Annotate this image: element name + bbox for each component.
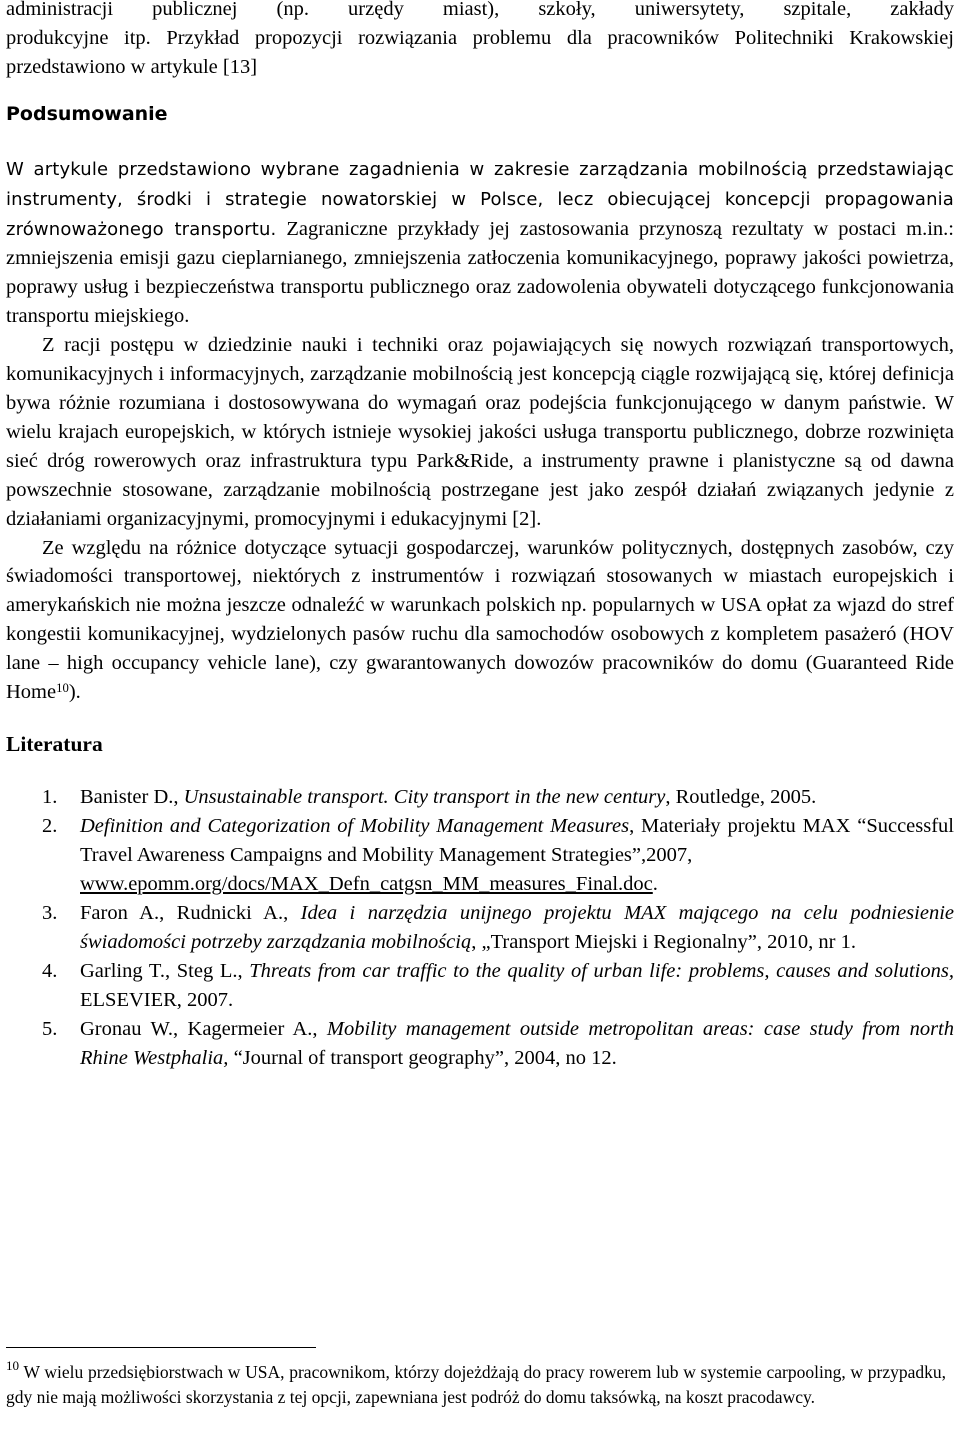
reference-title: Definition and Categorization of Mobility Management Measures (80, 814, 630, 837)
summary-p1-sans-text: W artykule przedstawiono wybrane zagadnienia w zakresie zarządzania mobilnością przedstawiając instrumenty, środki i strategie nowatorskiej w Polsce, lecz obiecującej koncepcji propagowania zrównoważonego transportu. (6, 158, 954, 240)
reference-title: Unsustainable transport. City transport in the new century (183, 785, 666, 808)
intro-line-1: administracji publicznej (np. urzędy miast), szkoły, uniwersytety, szpitale, zakłady (6, 0, 954, 20)
reference-number: 4. (42, 959, 58, 982)
reference-author: Banister D., (80, 785, 184, 808)
reference-item-2 (6, 812, 954, 899)
intro-paragraph-rest: produkcyjne itp. Przykład propozycji rozwiązania problemu dla pracowników Politechniki Krakowskiej przedstawiono w artykule [13] (6, 26, 954, 78)
reference-number: 2. (42, 814, 58, 837)
footnote-separator (6, 1347, 316, 1348)
page-body (6, 0, 954, 1073)
reference-list (6, 783, 954, 1073)
footnote-text: W wielu przedsiębiorstwach w USA, pracownikom, którzy dojeżdżają do pracy rowerem lub w systemie carpooling, w przypadku, gdy nie mają możliwości skorzystania z tej opcji, zapewniana jest podróż do domu taksówką, na koszt pracodawcy. (6, 1362, 946, 1407)
reference-source: , „Transport Miejski i Regionalny”, 2010, nr 1. (471, 930, 856, 953)
summary-paragraph-2: Z racji postępu w dziedzinie nauki i techniki oraz pojawiających się nowych rozwiązań transportowych, komunikacyjnych i informacyjnych, zarządzanie mobilnością jest koncepcją ciągle rozwijającą się, której definicja bywa różnie rozumiana i dostosowywana do wymagań oraz podejścia funkcjonującego w danym państwie. W wielu krajach europejskich, w których istnieje wysokiej jakości usługa transportu publicznego, dobrze rozwinięta sieć dróg rowerowych oraz infrastruktura typu Park&Ride, a instrumenty prawne i planistyczne są od dawna powszechnie stosowane, zarządzanie mobilnością postrzegane jest jako zespół działań związanych jedynie z działaniami organizacyjnymi, promocyjnymi i edukacyjnymi [2]. (6, 334, 954, 530)
reference-source: , Routledge, 2005. (665, 785, 817, 808)
summary-paragraph-3 (6, 534, 954, 707)
reference-number: 1. (42, 785, 58, 808)
footnote-ref-10: 10 (56, 681, 69, 696)
reference-title: Mobility management outside metropolitan areas: case study from north Rhine Westphalia, (80, 1017, 954, 1069)
reference-author: Garling T., Steg L., (80, 959, 250, 982)
reference-item-4 (6, 957, 954, 1015)
reference-author: Faron A., Rudnicki A., (80, 901, 301, 924)
reference-source: , Materiały projektu MAX “Successful Travel Awareness Campaigns and Mobility Management Strategies”,2007, (80, 814, 954, 866)
footnote-marker: 10 (6, 1358, 20, 1374)
summary-p3-end: ). (68, 681, 81, 704)
literature-heading: Literatura (6, 731, 103, 756)
reference-item-3 (6, 899, 954, 957)
reference-link-end: . (652, 872, 658, 895)
summary-p1-serif-text: Zagraniczne przykłady jej zastosowania przynoszą rezultaty w postaci m.in.: (276, 217, 954, 240)
summary-p3-text: Ze względu na różnice dotyczące sytuacji gospodarczej, warunków politycznych, dostępnych zasobów, czy świadomości transportowej, niektórych z instrumentów i rozwiązań stosowanych w miastach europejskich i amerykańskich nie można jeszcze odnaleźć w warunkach polskich np. popularnych w USA opłat za wjazd do stref kongestii komunikacyjnej, wydzielonych pasów ruchu dla samochodów osobowych z kompletem pasażeró (HOV lane – high occupancy vehicle lane), czy gwarantowanych dowozów pracowników do domu (Guaranteed Ride Home (6, 536, 954, 704)
reference-link[interactable]: www.epomm.org/docs/MAX_Defn_catgsn_MM_measures_Final.doc (80, 872, 653, 895)
reference-author: Gronau W., Kagermeier A., (80, 1017, 327, 1040)
reference-number: 3. (42, 901, 58, 924)
reference-source: “Journal of transport geography”, 2004, no 12. (228, 1046, 617, 1069)
reference-title: Idea i narzędzia unijnego projektu MAX mającego na celu podniesienie świadomości potrzeby zarządzania mobilnością (80, 901, 955, 953)
footnote-10 (6, 1360, 946, 1410)
reference-item-1 (6, 783, 954, 812)
summary-heading: Podsumowanie (6, 102, 168, 125)
reference-number: 5. (42, 1017, 58, 1040)
summary-paragraph-1 (6, 155, 954, 331)
reference-source: ELSEVIER, 2007. (80, 988, 234, 1011)
reference-title: Threats from car traffic to the quality of urban life: problems, causes and solutions, (249, 959, 954, 982)
summary-p1-rest-text: zmniejszenia emisji gazu cieplarnianego, zmniejszenia zatłoczenia komunikacyjnego, poprawy jakości powietrza, poprawy usług i bezpieczeństwa transportu publicznego oraz zadowolenia obywateli dotyczącego funkcjonowania transportu miejskiego. (6, 247, 954, 328)
reference-item-5 (6, 1015, 954, 1073)
